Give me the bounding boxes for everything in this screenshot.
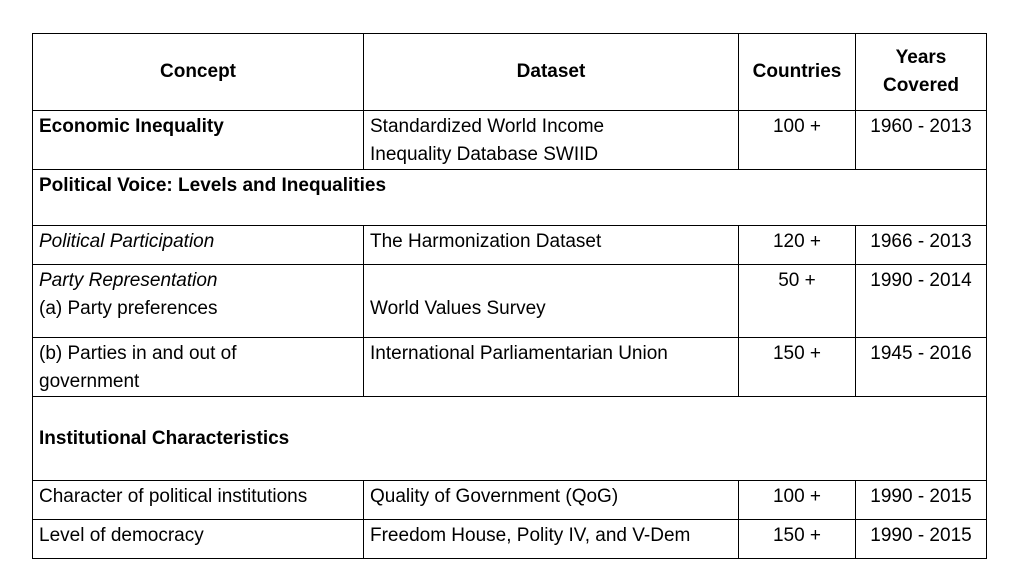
- concept-cell: Character of political institutions: [33, 481, 364, 520]
- years-cell: 1990 - 2014: [856, 265, 987, 338]
- concept-line2: (a) Party preferences: [39, 298, 218, 319]
- concept-line2: government: [39, 371, 140, 392]
- header-years-line2: Covered: [882, 75, 960, 96]
- header-concept: Concept: [33, 34, 364, 111]
- years-cell: 1945 - 2016: [856, 338, 987, 397]
- countries-cell: 100 +: [739, 481, 856, 520]
- years-cell: 1990 - 2015: [856, 481, 987, 520]
- years-cell: 1960 - 2013: [856, 111, 987, 170]
- table-header-row: [33, 34, 987, 111]
- concept-cell: [33, 265, 364, 338]
- dataset-spacer: [370, 267, 732, 295]
- countries-cell: 100 +: [739, 111, 856, 170]
- countries-cell: 150 +: [739, 520, 856, 559]
- table-row-economic-inequality: [33, 111, 987, 170]
- concept-cell: Political Participation: [33, 226, 364, 265]
- dataset-cell: International Parliamentarian Union: [364, 338, 739, 397]
- section-row-political-voice: [33, 170, 987, 226]
- section-label: Political Voice: Levels and Inequalities: [33, 170, 987, 226]
- table-row-political-participation: [33, 226, 987, 265]
- header-dataset: Dataset: [364, 34, 739, 111]
- dataset-cell: Freedom House, Polity IV, and V-Dem: [364, 520, 739, 559]
- concept-cell: Economic Inequality: [33, 111, 364, 170]
- section-row-institutional: [33, 397, 987, 481]
- concept-line1: (b) Parties in and out of: [39, 343, 237, 364]
- dataset-text: World Values Survey: [370, 298, 546, 319]
- section-label: Institutional Characteristics: [33, 397, 987, 481]
- dataset-cell: The Harmonization Dataset: [364, 226, 739, 265]
- datasets-table: [32, 33, 987, 559]
- table-row-party-representation: [33, 265, 987, 338]
- dataset-line2: Inequality Database SWIID: [370, 144, 599, 165]
- countries-cell: 120 +: [739, 226, 856, 265]
- countries-cell: 150 +: [739, 338, 856, 397]
- dataset-cell: Quality of Government (QoG): [364, 481, 739, 520]
- table-row-character-institutions: [33, 481, 987, 520]
- concept-line1: Party Representation: [39, 270, 218, 291]
- dataset-cell: [364, 111, 739, 170]
- countries-cell: 50 +: [739, 265, 856, 338]
- header-countries: Countries: [739, 34, 856, 111]
- concept-cell: Level of democracy: [33, 520, 364, 559]
- concept-cell: [33, 338, 364, 397]
- dataset-line1: Standardized World Income: [370, 116, 605, 137]
- header-years-line1: Years: [895, 47, 947, 68]
- table-row-level-of-democracy: [33, 520, 987, 559]
- years-cell: 1990 - 2015: [856, 520, 987, 559]
- header-years-covered: [856, 34, 987, 111]
- years-cell: 1966 - 2013: [856, 226, 987, 265]
- dataset-cell: [364, 265, 739, 338]
- table-row-parties-in-out: [33, 338, 987, 397]
